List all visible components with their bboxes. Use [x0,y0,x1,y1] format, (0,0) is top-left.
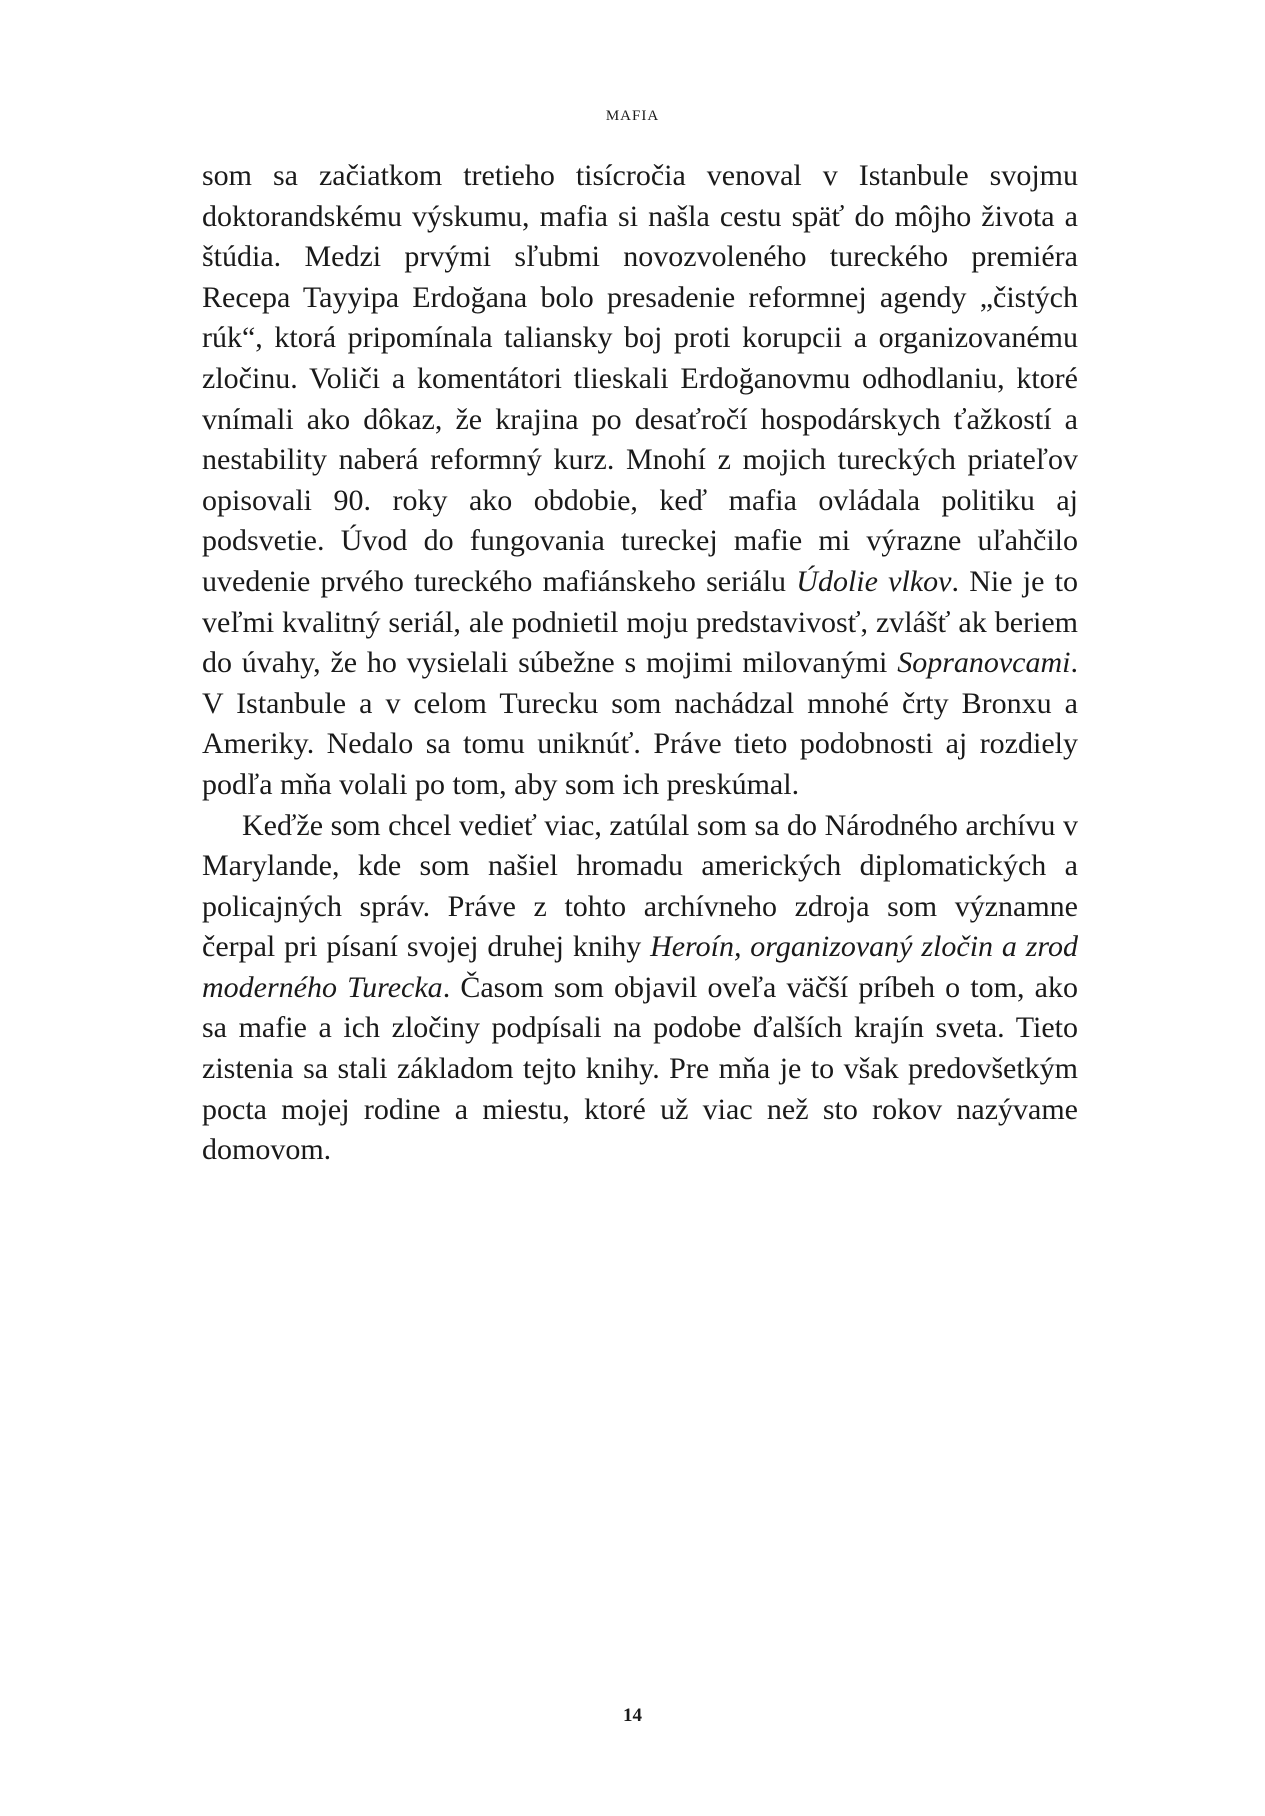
page-number: 14 [623,1705,642,1726]
paragraph-1-text: . Nie je to veľmi kvalitný seriál, ale podnietil moju predstavivosť, zvlášť ak beriem do úvahy, že ho vysielali súbežne s mojimi milovanými [202,564,1078,680]
paragraph-1-text: som sa začiatkom tretieho tisícročia venoval v Istanbule svojmu doktorandskému výskumu, mafia si našla cestu späť do môjho života a štúdia. Medzi prvými sľubmi novozvoleného tureckého premiéra Recepa Tayyipa Erdoğana bolo presadenie reformnej agendy „čistých rúk“, ktorá pripomínala taliansky boj proti korupcii a organizovanému zločinu. Voliči a komentátori tlieskali Erdoğanovmu odhodlaniu, ktoré vnímali ako dôkaz, že krajina po desaťročí hospodárskych ťažkostí a nestability naberá reformný kurz. Mnohí z mojich tureckých priateľov opisovali 90. roky ako obdobie, keď mafia ovládala politiku aj podsvetie. Úvod do fungovania tureckej mafie mi výrazne uľahčilo uvedenie prvého tureckého mafiánskeho seriálu [202,159,1078,598]
running-head: MAFIA [605,108,660,124]
paragraph-2 [202,806,1078,1171]
paragraph-2-text: . Časom som objavil oveľa väčší príbeh o tom, ako sa mafie a ich zločiny podpísali na podobe ďalších krajín sveta. Tieto zistenia sa stali základom tejto knihy. Pre mňa je to však predovšetkým pocta mojej rodine a miestu, ktoré už viac než sto rokov nazývame domovom. [202,970,1078,1167]
paragraph-1-text: . V Istanbule a v celom Turecku som nachádzal mnohé črty Bronxu a Ameriky. Nedalo sa tomu uniknúť. Práve tieto podobnosti aj rozdiely podľa mňa volali po tom, aby som ich preskúmal. [202,646,1078,801]
paragraph-1 [202,156,1078,806]
paragraph-2-text: Keďže som chcel vedieť viac, zatúlal som sa do Národného archívu v Marylande, kde som našiel hromadu amerických diplomatických a policajných správ. Práve z tohto archívneho zdroja som významne čerpal pri písaní svojej druhej knihy [202,808,1078,964]
book-title: Heroín, organizovaný zločin a zrod moderného Turecka [202,930,1078,1004]
body-text [202,156,1078,1171]
series-title-udolie-vlkov: Údolie vlkov [796,564,952,598]
series-title-sopranovci: Sopranovcami [897,646,1071,680]
